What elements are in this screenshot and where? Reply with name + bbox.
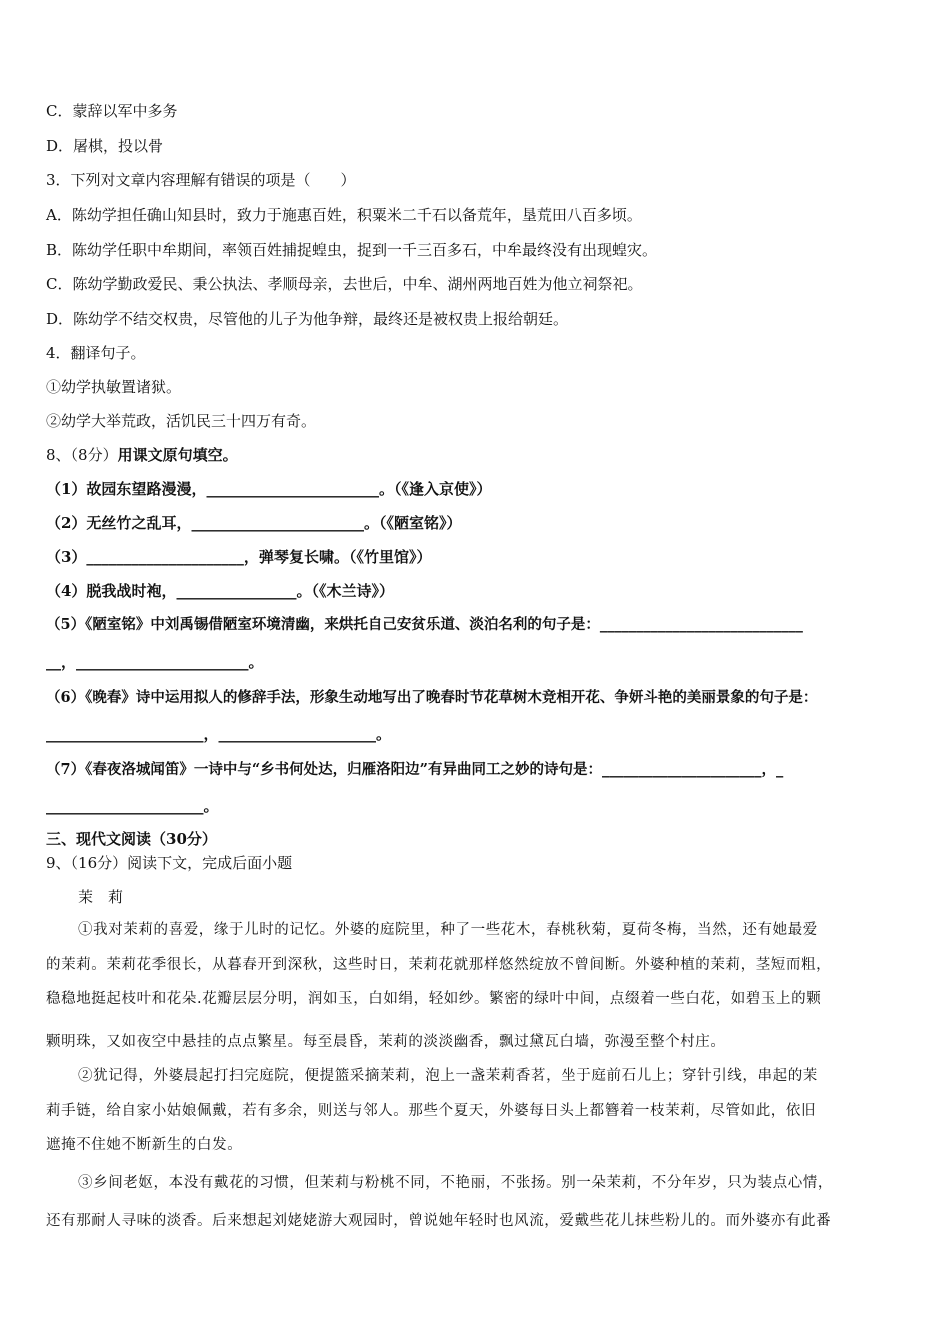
q8-item-4: （4）脱我战时袍，________________。（《木兰诗》） xyxy=(46,582,394,600)
paragraph-2-line-1: ②犹记得，外婆晨起打扫完庭院，便提篮采摘茉莉，泡上一盏茉莉香茗，坐于庭前石儿上；穿针引线，串起的茉 xyxy=(78,1068,818,1084)
q4-sentence-1: ①幼学执敏置诸狱。 xyxy=(46,378,182,396)
paragraph-3-line-1: ③乡间老妪，本没有戴花的习惯，但茉莉与粉桃不同，不艳丽，不张扬。别一朵茉莉，不分年岁，只为装点心情， xyxy=(78,1175,833,1191)
q8-item-5-line-2: __，_______________________。 xyxy=(46,653,264,671)
q3-option-d: D．陈幼学不结交权贵，尽管他的儿子为他争辩，最终还是被权贵上报给朝廷。 xyxy=(46,310,569,328)
section-3-heading: 三、现代文阅读（30分） xyxy=(46,830,217,848)
q8-item-6-line-2: _____________________，_____________________。 xyxy=(46,725,392,743)
paragraph-1-line-2: 的茉莉。茉莉花季很长，从暮春开到深秋，这些时日，茉莉花就那样悠然绽放不曾间断。外婆种植的茉莉，茎短而粗， xyxy=(46,957,832,973)
paragraph-1-line-4: 颗明珠，又如夜空中悬挂的点点繁星。每至晨昏，茉莉的淡淡幽香，飘过黛瓦白墙，弥漫至整个村庄。 xyxy=(46,1034,726,1050)
q3-option-a: A．陈幼学担任确山知县时，致力于施惠百姓，积粟米二千石以备荒年，垦荒田八百多顷。 xyxy=(46,206,642,224)
q8-item-7-line-1: （7）《春夜洛城闻笛》一诗中与“乡书何处达，归雁洛阳边”有异曲同工之妙的诗句是：______________________，_ xyxy=(46,761,784,778)
q9-stem: 9、（16分）阅读下文，完成后面小题 xyxy=(46,854,293,872)
q4-stem: 4．翻译句子。 xyxy=(46,344,146,362)
q3-option-b: B．陈幼学任职中牟期间，率领百姓捕捉蝗虫，捉到一千三百多石，中牟最终没有出现蝗灾。 xyxy=(46,241,658,259)
paragraph-3-line-2: 还有那耐人寻味的淡香。后来想起刘姥姥游大观园时，曾说她年轻时也风流，爱戴些花儿抹些粉儿的。而外婆亦有此番 xyxy=(46,1213,832,1229)
q2-option-d: D．屠棋，投以骨 xyxy=(46,137,164,155)
q8-item-1: （1）故园东望路漫漫，_______________________。（《逢入京使》） xyxy=(46,480,492,498)
paragraph-1-line-3: 稳稳地挺起枝叶和花朵.花瓣层层分明，润如玉，白如绢，轻如纱。繁密的绿叶中间，点缀着一些白花，如碧玉上的颗 xyxy=(46,991,822,1007)
article-title: 茉 莉 xyxy=(78,888,124,906)
paragraph-2-line-3: 遮掩不住她不断新生的白发。 xyxy=(46,1137,243,1153)
paragraph-2-line-2: 莉手链，给自家小姑娘佩戴，若有多余，则送与邻人。那些个夏天，外婆每日头上都簪着一枝茉莉，尽管如此，依旧 xyxy=(46,1103,817,1119)
q8-item-6-line-1: （6）《晚春》诗中运用拟人的修辞手法，形象生动地写出了晚春时节花草树木竞相开花、争妍斗艳的美丽景象的句子是： xyxy=(46,689,818,706)
q8-title: 用课文原句填空。 xyxy=(117,446,238,464)
q3-stem: 3．下列对文章内容理解有错误的项是（ ） xyxy=(46,171,356,189)
q8-item-5-line-1: （5）《陋室铭》中刘禹锡借陋室环境清幽，来烘托自己安贫乐道、淡泊名利的句子是：____________________________ xyxy=(46,616,803,633)
q8-stem xyxy=(46,445,238,465)
q4-sentence-2: ②幼学大举荒政，活饥民三十四万有奇。 xyxy=(46,412,317,430)
q3-option-c: C．陈幼学勤政爱民、秉公执法、孝顺母亲，去世后，中牟、湖州两地百姓为他立祠祭祀。 xyxy=(46,275,643,293)
q8-item-7-line-2: _____________________。 xyxy=(46,797,219,815)
q2-option-c: C．蒙辞以军中多务 xyxy=(46,102,178,120)
q8-item-2: （2）无丝竹之乱耳，_______________________。（《陋室铭》） xyxy=(46,514,462,532)
q8-number: 8、（8分） xyxy=(46,446,118,464)
paragraph-1-line-1: ①我对茉莉的喜爱，缘于儿时的记忆。外婆的庭院里，种了一些花木，春桃秋菊，夏荷冬梅，当然，还有她最爱 xyxy=(78,922,818,938)
q8-item-3: （3）_____________________，弹琴复长啸。（《竹里馆》） xyxy=(46,548,432,566)
